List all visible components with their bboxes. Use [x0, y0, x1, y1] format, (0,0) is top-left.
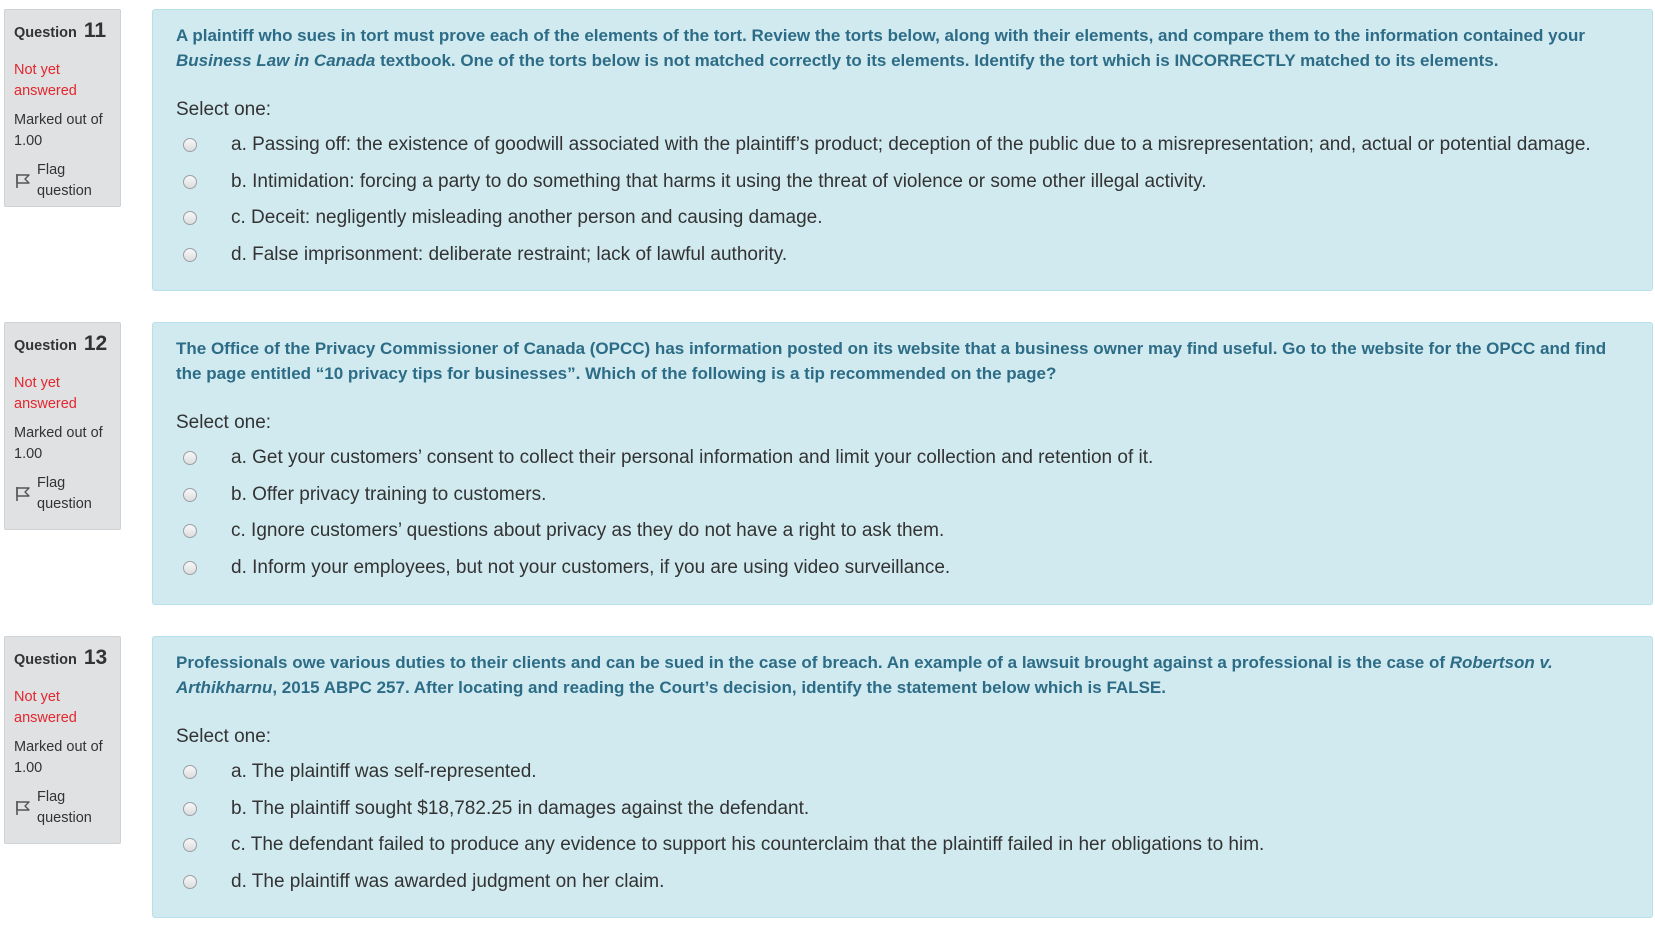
- answer-option-a[interactable]: [176, 754, 1630, 791]
- flag-icon[interactable]: [14, 799, 32, 817]
- option-text[interactable]: b. Offer privacy training to customers.: [231, 483, 547, 505]
- question-text-part: A plaintiff who sues in tort must prove each of the elements of the tort. Review the torts below, along with their elements, and compare them to the information contained your: [176, 26, 1585, 45]
- option-text[interactable]: b. Intimidation: forcing a party to do something that harms it using the threat of violence or some other illegal activity.: [231, 170, 1207, 192]
- radio-button[interactable]: [183, 211, 197, 225]
- flag-label[interactable]: Flag question: [37, 162, 92, 199]
- radio-button[interactable]: [183, 802, 197, 816]
- radio-button[interactable]: [183, 138, 197, 152]
- radio-button[interactable]: [183, 561, 197, 575]
- flag-question-toggle[interactable]: [14, 787, 111, 829]
- answer-option-a[interactable]: [176, 440, 1630, 477]
- flag-icon[interactable]: [14, 485, 32, 503]
- question-content: [152, 322, 1653, 605]
- question-state: Not yet answered: [14, 689, 77, 726]
- flag-question-toggle[interactable]: [14, 473, 111, 515]
- question-grade: Marked out of 1.00: [14, 112, 103, 149]
- question-number-value: 11: [83, 19, 107, 42]
- question-text: [176, 650, 1630, 700]
- option-text[interactable]: a. Passing off: the existence of goodwill associated with the plaintiff’s product; deception of the public due to a misrepresentation; and, actual or potential damage.: [231, 134, 1591, 156]
- question-number: [14, 643, 111, 675]
- question-label: Question: [14, 25, 77, 41]
- radio-button[interactable]: [183, 451, 197, 465]
- question-label: Question: [14, 338, 77, 354]
- select-one-prompt: Select one:: [176, 412, 272, 433]
- question-grade: Marked out of 1.00: [14, 425, 103, 462]
- question-number: [14, 16, 111, 48]
- question-text-part: , 2015 ABPC 257. After locating and reading the Court’s decision, identify the statement below which is FALSE.: [272, 678, 1166, 697]
- answer-option-d[interactable]: [176, 550, 1630, 587]
- question-content: [152, 9, 1653, 291]
- flag-label[interactable]: Flag question: [37, 789, 92, 826]
- question-text-part-italic: Business Law in Canada: [176, 51, 376, 70]
- select-one-prompt: Select one:: [176, 726, 272, 747]
- question-text-part-italic: Robertson v. Arthikharnu: [176, 653, 1553, 697]
- question-number: [14, 329, 111, 361]
- flag-icon[interactable]: [14, 172, 32, 190]
- option-text[interactable]: c. The defendant failed to produce any evidence to support his counterclaim that the plaintiff failed in her obligations to him.: [231, 834, 1265, 856]
- option-text[interactable]: d. False imprisonment: deliberate restraint; lack of lawful authority.: [231, 243, 788, 265]
- answer-option-b[interactable]: [176, 477, 1630, 514]
- option-text[interactable]: c. Ignore customers’ questions about privacy as they do not have a right to ask them.: [231, 520, 945, 542]
- answer-option-b[interactable]: [176, 791, 1630, 828]
- question-info-panel: [4, 636, 121, 844]
- question-state: Not yet answered: [14, 62, 77, 99]
- flag-question-toggle[interactable]: [14, 160, 111, 202]
- radio-button[interactable]: [183, 175, 197, 189]
- question-info-panel: [4, 9, 121, 207]
- answer-option-c[interactable]: [176, 200, 1630, 237]
- question-text: [176, 336, 1630, 386]
- radio-button[interactable]: [183, 875, 197, 889]
- radio-button[interactable]: [183, 524, 197, 538]
- option-text[interactable]: a. The plaintiff was self-represented.: [231, 761, 537, 783]
- option-text[interactable]: d. Inform your employees, but not your customers, if you are using video surveillance.: [231, 556, 951, 578]
- radio-button[interactable]: [183, 248, 197, 262]
- question-number-value: 13: [83, 646, 108, 669]
- select-one-prompt: Select one:: [176, 99, 272, 120]
- answer-option-c[interactable]: [176, 827, 1630, 864]
- answer-option-a[interactable]: [176, 127, 1630, 164]
- option-text[interactable]: d. The plaintiff was awarded judgment on her claim.: [231, 870, 665, 892]
- answer-option-d[interactable]: [176, 864, 1630, 901]
- question-info-panel: [4, 322, 121, 530]
- question-state: Not yet answered: [14, 375, 77, 412]
- option-text[interactable]: b. The plaintiff sought $18,782.25 in damages against the defendant.: [231, 797, 810, 819]
- question-text-part: Professionals owe various duties to their clients and can be sued in the case of breach. An example of a lawsuit brought against a professional is the case of: [176, 653, 1450, 672]
- radio-button[interactable]: [183, 838, 197, 852]
- answer-options: [176, 127, 1630, 273]
- question-text: [176, 23, 1630, 73]
- option-text[interactable]: c. Deceit: negligently misleading another person and causing damage.: [231, 207, 823, 229]
- question-number-value: 12: [83, 332, 108, 355]
- answer-option-b[interactable]: [176, 164, 1630, 201]
- question-grade: Marked out of 1.00: [14, 739, 103, 776]
- radio-button[interactable]: [183, 488, 197, 502]
- question-label: Question: [14, 652, 77, 668]
- question-content: [152, 636, 1653, 918]
- flag-label[interactable]: Flag question: [37, 475, 92, 512]
- answer-options: [176, 440, 1630, 586]
- answer-options: [176, 754, 1630, 900]
- question-text-part: The Office of the Privacy Commissioner of Canada (OPCC) has information posted on its website that a business owner may find useful. Go to the website for the OPCC and find the page entitled “10 privacy tips for businesses”. Which of the following is a tip recommended on the page?: [176, 339, 1607, 383]
- question-text-part: textbook. One of the torts below is not matched correctly to its elements. Identify the tort which is INCORRECTLY matched to its elements.: [375, 51, 1499, 70]
- radio-button[interactable]: [183, 765, 197, 779]
- answer-option-d[interactable]: [176, 237, 1630, 274]
- answer-option-c[interactable]: [176, 513, 1630, 550]
- option-text[interactable]: a. Get your customers’ consent to collect their personal information and limit your collection and retention of it.: [231, 447, 1154, 469]
